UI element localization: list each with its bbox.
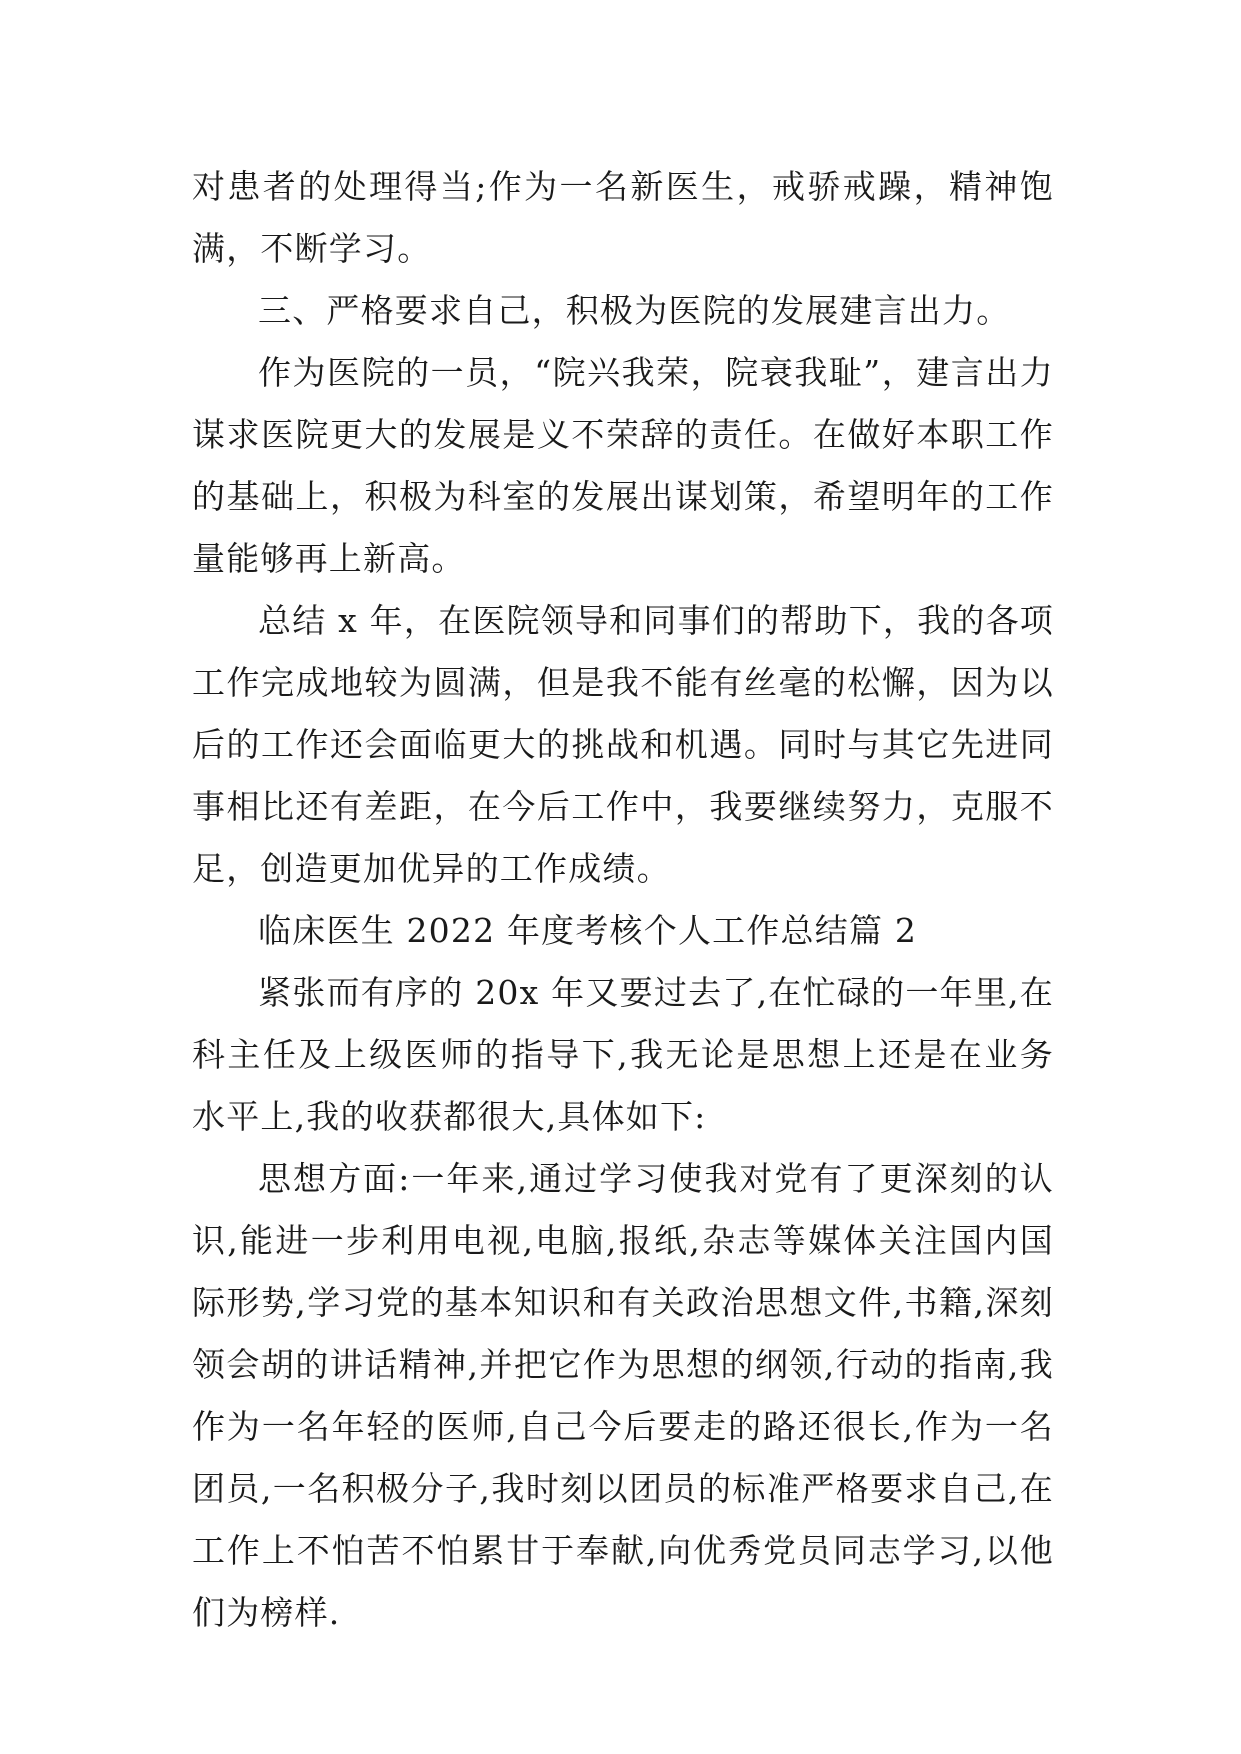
paragraph-2: 作为医院的一员，“院兴我荣，院衰我耻”，建言出力谋求医院更大的发展是义不荣辞的责任。在做好本职工作的基础上，积极为科室的发展出谋划策，希望明年的工作量能够再上新高。	[192, 353, 1054, 578]
paragraph-5: 思想方面:一年来,通过学习使我对党有了更深刻的认识,能进一步利用电视,电脑,报纸,杂志等媒体关注国内国际形势,学习党的基本知识和有关政治思想文件,书籍,深刻领会胡的讲话精神,并把它作为思想的纲领,行动的指南,我作为一名年轻的医师,自己今后要走的路还很长,作为一名团员,一名积极分子,我时刻以团员的标准严格要求自己,在工作上不怕苦不怕累甘于奉献,向优秀党员同志学习,以他们为榜样.	[192, 1159, 1054, 1632]
paragraph-4: 紧张而有序的 20x 年又要过去了,在忙碌的一年里,在科主任及上级医师的指导下,我无论是思想上还是在业务水平上,我的收获都很大,具体如下:	[192, 973, 1054, 1136]
paragraph-3: 总结 x 年，在医院领导和同事们的帮助下，我的各项工作完成地较为圆满，但是我不能有丝毫的松懈，因为以后的工作还会面临更大的挑战和机遇。同时与其它先进同事相比还有差距，在今后工作中，我要继续努力，克服不足，创造更加优异的工作成绩。	[192, 601, 1054, 888]
section-heading-3: 三、严格要求自己，积极为医院的发展建言出力。	[258, 291, 1011, 330]
document-body	[192, 156, 1054, 1644]
article-title-2: 临床医生 2022 年度考核个人工作总结篇 2	[258, 911, 918, 950]
paragraph-1: 对患者的处理得当;作为一名新医生，戒骄戒躁，精神饱满，不断学习。	[192, 167, 1054, 268]
